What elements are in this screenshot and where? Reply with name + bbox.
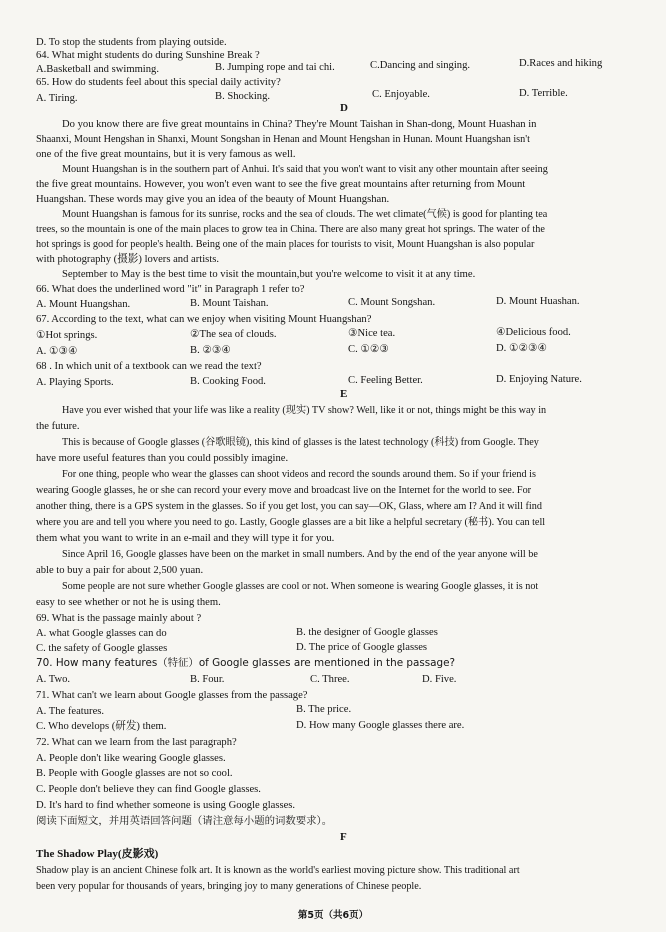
q64-option-b: B. Jumping rope and tai chi. (215, 62, 335, 73)
passage-e-line-11: able to buy a pair for about 2,500 yuan. (36, 565, 204, 576)
passage-d-line-7: Mount Huangshan is famous for its sunrise, rocks and the sea of clouds. The wet climate(气候) is good for planting tea (62, 209, 548, 220)
q68-option-c: C. Feeling Better. (348, 375, 423, 386)
q66-option-c: C. Mount Songshan. (348, 297, 436, 308)
section-f-heading: F (340, 831, 347, 843)
q64-stem: 64. What might students do during Sunshine Break ? (36, 50, 260, 61)
q71-option-c: C. Who develops (研发) them. (36, 721, 167, 732)
q64-option-a: A.Basketball and swimming. (36, 64, 159, 75)
passage-d-line-9: hot springs is good for people's health. Being one of the main places for tourists to visit, Mount Huangshan is also popular (36, 239, 535, 250)
q70-option-b: B. Four. (190, 674, 225, 685)
section-d-heading: D (340, 102, 348, 114)
passage-f-line-1: Shadow play is an ancient Chinese folk art. It is known as the world's earliest moving picture show. This traditional art (36, 865, 520, 876)
passage-e-line-13: easy to see whether or not he is using them. (36, 597, 221, 608)
passage-e-line-12: Some people are not sure whether Google glasses are cool or not. When someone is wearing Google glasses, it is not (62, 581, 539, 592)
passage-e-line-8: where you are and tell you where you need to go. Lastly, Google glasses are a bit like a helpful secretary (秘书). You can tell (36, 517, 546, 528)
passage-e-line-9: them what you want to write in an e-mail and they will type it for you. (36, 533, 335, 544)
passage-d-line-10: with photography (摄影) lovers and artists. (36, 254, 220, 265)
passage-d-line-1: Do you know there are five great mountains in China? They're Mount Taishan in Shan-dong, Mount Huashan in (62, 119, 537, 130)
q67-option-d: D. ①②③④ (496, 343, 547, 354)
q65-option-a: A. Tiring. (36, 93, 78, 104)
q67-item-1: ①Hot springs. (36, 330, 98, 341)
q66-stem: 66. What does the underlined word "it" in Paragraph 1 refer to? (36, 284, 305, 295)
q67-item-3: ③Nice tea. (348, 328, 396, 339)
passage-d-line-3: one of the five great mountains, but it is very famous as well. (36, 149, 296, 160)
q65-option-d: D. Terrible. (519, 88, 568, 99)
q67-stem: 67. According to the text, what can we enjoy when visiting Mount Huangshan? (36, 314, 372, 325)
passage-e-line-10: Since April 16, Google glasses have been on the market in small numbers. And by the end of the year anyone will be (62, 549, 538, 560)
q68-option-b: B. Cooking Food. (190, 376, 266, 387)
q67-option-b: B. ②③④ (190, 345, 231, 356)
passage-d-line-11: September to May is the best time to visit the mountain,but you're welcome to visit it at any time. (62, 269, 476, 280)
q71-option-d: D. How many Google glasses there are. (296, 720, 465, 731)
passage-e-line-5: For one thing, people who wear the glasses can shoot videos and record the sounds around them. So if your friend is (62, 469, 536, 480)
q68-stem: 68 . In which unit of a textbook can we read the text? (36, 361, 262, 372)
passage-e-line-2: the future. (36, 421, 80, 432)
q72-option-b: B. People with Google glasses are not so cool. (36, 768, 233, 779)
q64-option-d: D.Races and hiking (519, 58, 603, 69)
q72-option-c: C. People don't believe they can find Google glasses. (36, 784, 261, 795)
q65-option-b: B. Shocking. (215, 91, 271, 102)
q64-option-c: C.Dancing and singing. (370, 60, 471, 71)
q70-option-d: D. Five. (422, 674, 457, 685)
q67-option-c: C. ①②③ (348, 344, 389, 355)
q71-stem: 71. What can't we learn about Google glasses from the passage? (36, 690, 308, 701)
q67-item-4: ④Delicious food. (496, 327, 571, 338)
passage-d-line-4: Mount Huangshan is in the southern part of Anhui. It's said that you won't want to visit any other mountain after seeing (62, 164, 548, 175)
passage-d-line-5: the five great mountains. However, you won't even want to see the five great mountains after returning from Mount (36, 179, 526, 190)
q70-stem: 70. How many features（特征）of Google glasses are mentioned in the passage? (36, 657, 456, 669)
q72-stem: 72. What can we learn from the last paragraph? (36, 737, 237, 748)
q72-option-d: D. It's hard to find whether someone is using Google glasses. (36, 800, 296, 811)
q65-stem: 65. How do students feel about this special daily activity? (36, 77, 281, 88)
q71-option-b: B. The price. (296, 704, 352, 715)
q65-option-c: C. Enjoyable. (372, 89, 430, 100)
passage-d-line-8: trees, so the mountain is one of the main places to grow tea in China. There are also many great hot springs. The water of the (36, 224, 545, 235)
q63-option-d: D. To stop the students from playing outside. (36, 37, 227, 48)
q69-option-c: C. the safety of Google glasses (36, 643, 168, 654)
passage-e-line-4: have more useful features than you could possibly imagine. (36, 453, 289, 464)
passage-d-line-2: Shaanxi, Mount Hengshan in Shanxi, Mount Songshan in Henan and Mount Hengshan in Hunan. Mount Huangshan isn't (36, 134, 530, 145)
q69-option-a: A. what Google glasses can do (36, 628, 167, 639)
q70-option-c: C. Three. (310, 674, 350, 685)
q69-option-b: B. the designer of Google glasses (296, 627, 438, 638)
section-e-heading: E (340, 388, 348, 400)
q69-stem: 69. What is the passage mainly about ? (36, 613, 202, 624)
passage-e-line-6: wearing Google glasses, he or she can record your every move and broadcast live on the Internet for the world to see. For (36, 485, 532, 496)
q71-option-a: A. The features. (36, 706, 105, 717)
q66-option-b: B. Mount Taishan. (190, 298, 269, 309)
passage-f-title: The Shadow Play(皮影戏) (36, 848, 159, 860)
q70-option-a: A. Two. (36, 674, 71, 685)
q67-option-a: A. ①③④ (36, 346, 78, 357)
passage-f-line-2: been very popular for thousands of years, bringing joy to many generations of Chinese people. (36, 881, 422, 892)
q68-option-a: A. Playing Sports. (36, 377, 114, 388)
q68-option-d: D. Enjoying Nature. (496, 374, 582, 385)
section-f-instructions: 阅读下面短文，并用英语回答问题（请注意每小题的词数要求）。 (36, 815, 333, 827)
q66-option-a: A. Mount Huangshan. (36, 299, 131, 310)
page-footer: 第5页（共6页） (297, 910, 369, 921)
q72-option-a: A. People don't like wearing Google glasses. (36, 753, 226, 764)
q67-item-2: ②The sea of clouds. (190, 329, 277, 340)
passage-d-line-6: Huangshan. These words may give you an idea of the beauty of Mount Huangshan. (36, 194, 390, 205)
passage-e-line-7: another thing, there is a GPS system in the glasses. So if you get lost, you can say—OK, Glass, where am I? And it will find (36, 501, 542, 512)
q66-option-d: D. Mount Huashan. (496, 296, 580, 307)
passage-e-line-1: Have you ever wished that your life was like a reality (现实) TV show? Well, like it or not, things might be this way in (62, 405, 547, 416)
q69-option-d: D. The price of Google glasses (296, 642, 428, 653)
passage-e-line-3: This is because of Google glasses (谷歌眼镜), this kind of glasses is the latest technology (科技) from Google. They (62, 437, 539, 448)
